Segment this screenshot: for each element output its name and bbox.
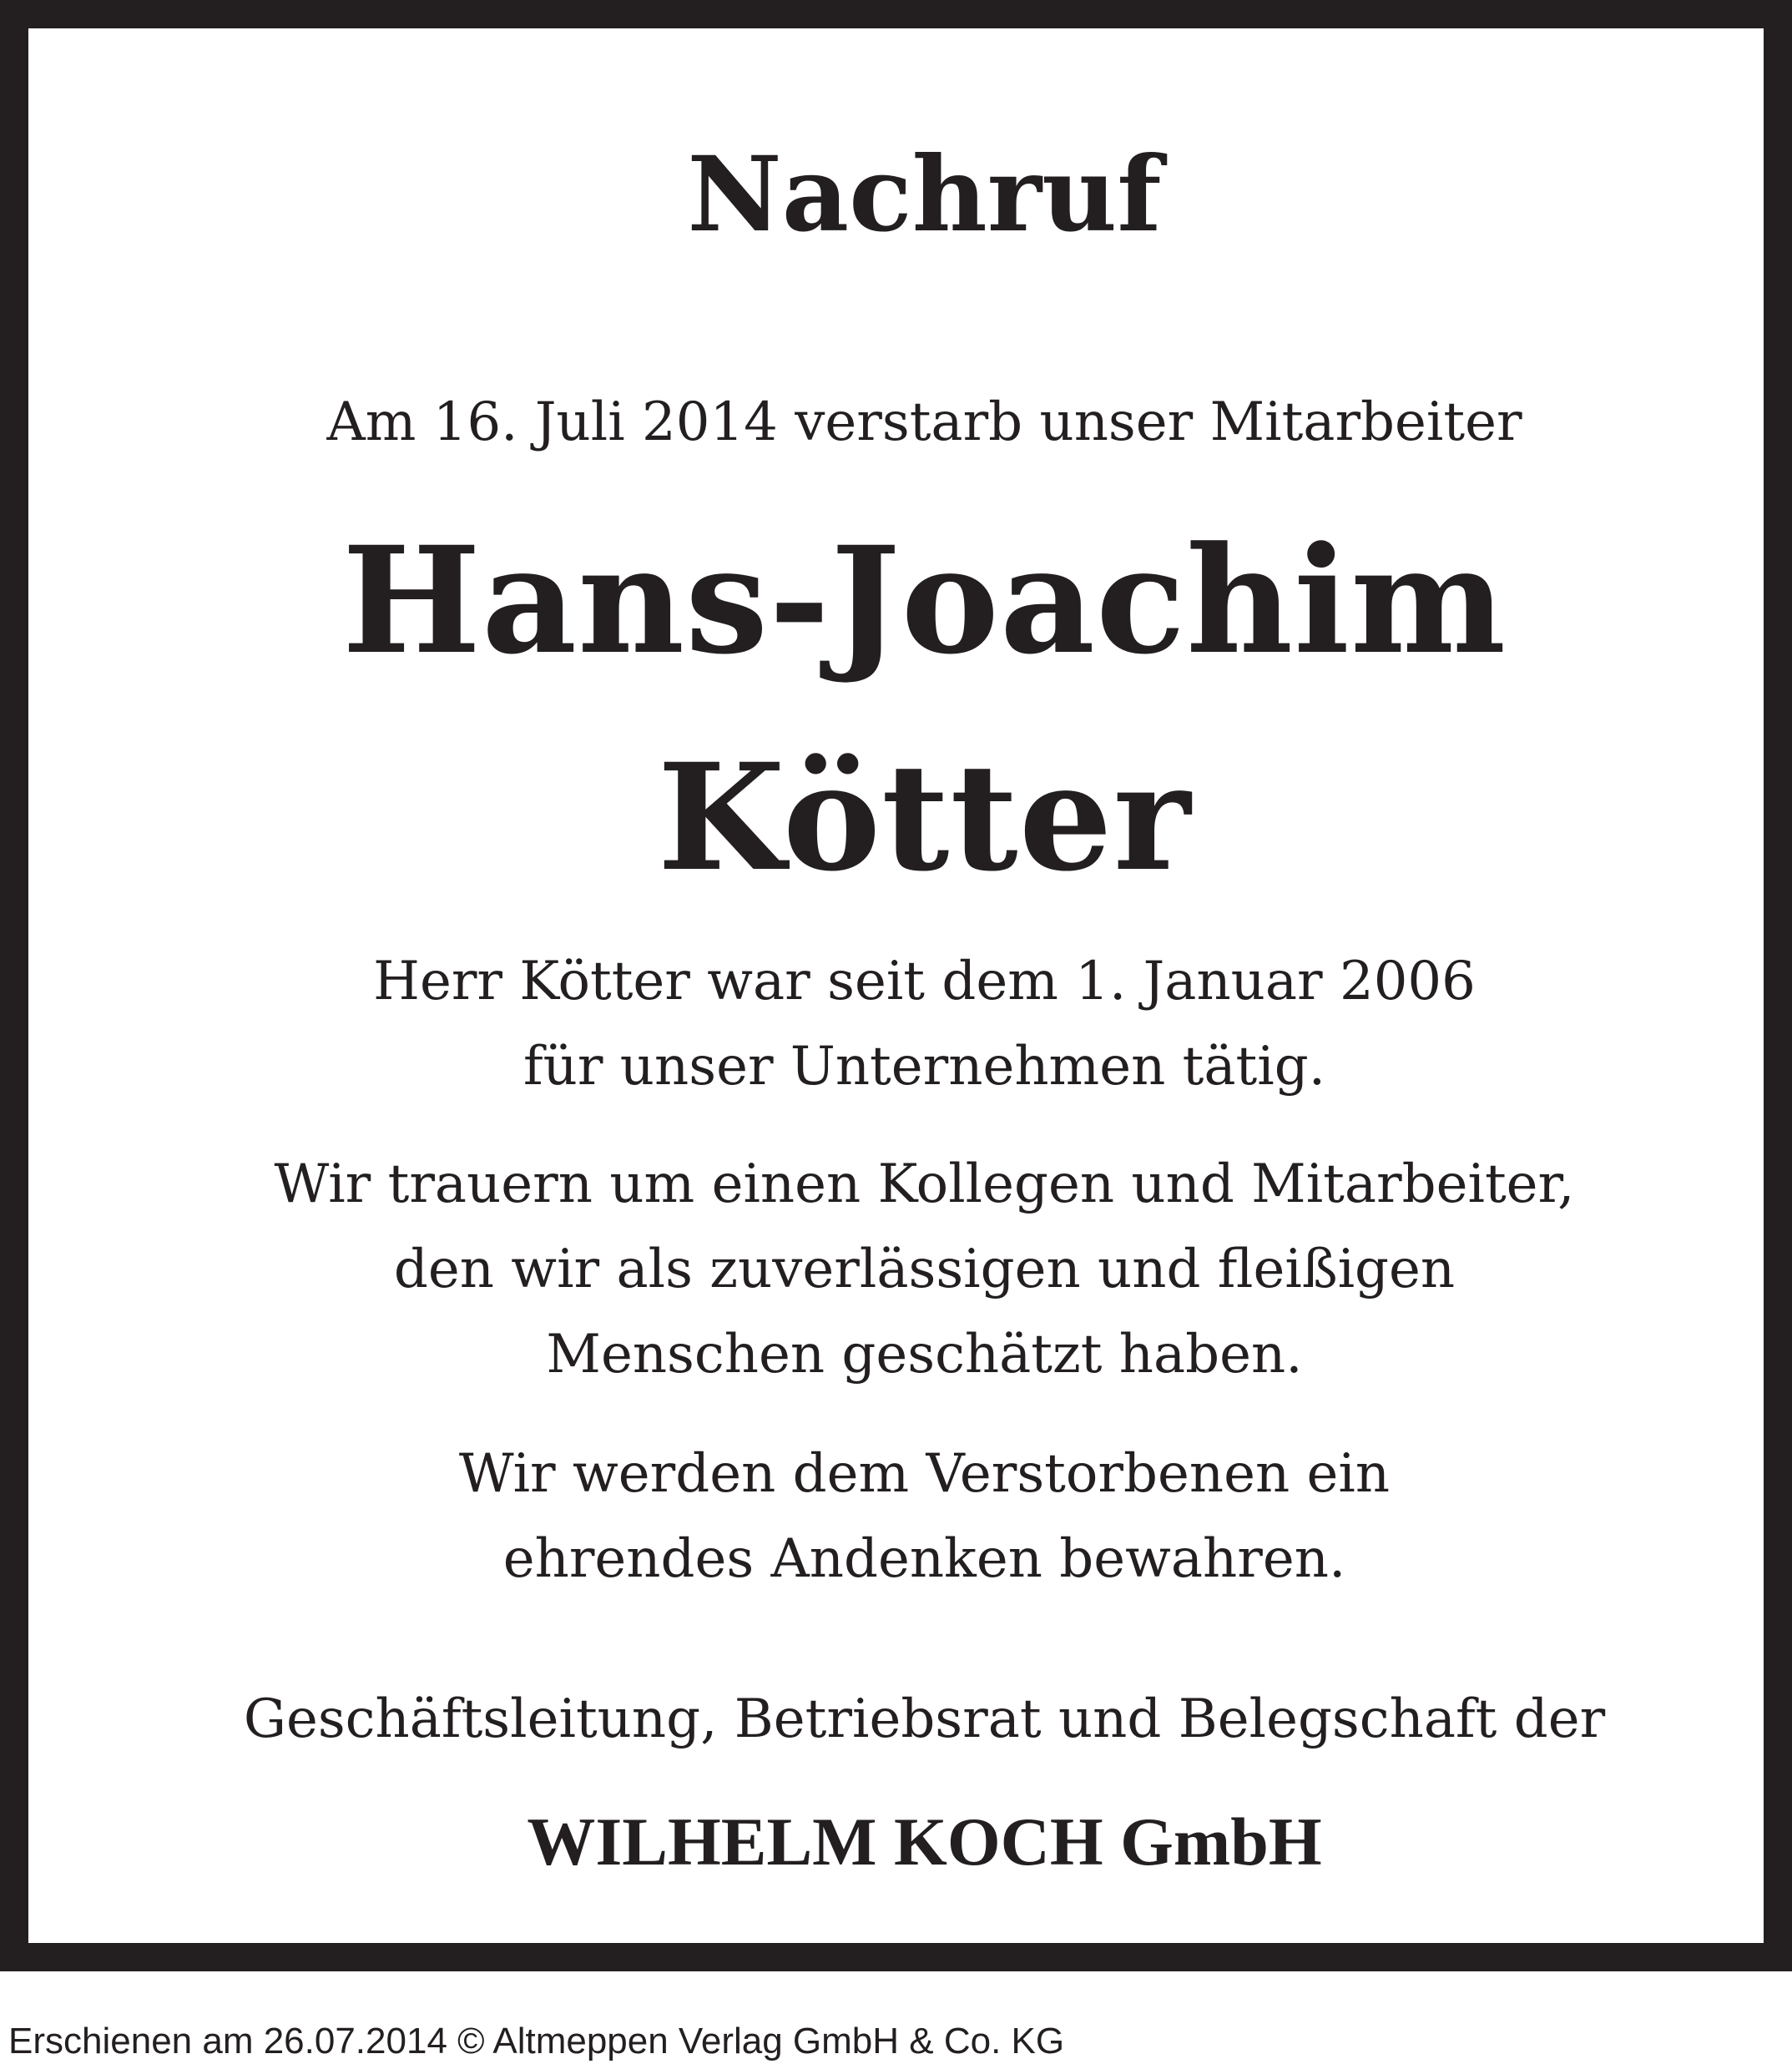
deceased-first-name: Hans-Joachim (341, 514, 1507, 687)
paragraph1-line1: Herr Kötter war seit dem 1. Januar 2006 (373, 951, 1476, 1012)
company-name: WILHELM KOCH GmbH (527, 1804, 1322, 1880)
signatories-text: Geschäftsleitung, Betriebsrat und Belegschaft der (243, 1688, 1606, 1750)
paragraph2-line3: Menschen geschätzt haben. (546, 1324, 1303, 1385)
paragraph3-line1: Wir werden dem Verstorbenen ein (458, 1443, 1391, 1505)
paragraph2-line1: Wir trauern um einen Kollegen und Mitarbeiter, (274, 1153, 1575, 1215)
notice-title: Nachruf (687, 134, 1162, 255)
paragraph1-line2: für unser Unternehmen tätig. (522, 1036, 1326, 1098)
paragraph2-line2: den wir als zuverlässigen und fleißigen (393, 1239, 1456, 1300)
paragraph3-line2: ehrendes Andenken bewahren. (502, 1528, 1346, 1590)
deceased-last-name: Kötter (657, 731, 1192, 904)
publication-footer: Erschienen am 26.07.2014 © Altmeppen Verlag GmbH & Co. KG (8, 2021, 1065, 2061)
intro-text: Am 16. Juli 2014 verstarb unser Mitarbeiter (326, 391, 1522, 453)
